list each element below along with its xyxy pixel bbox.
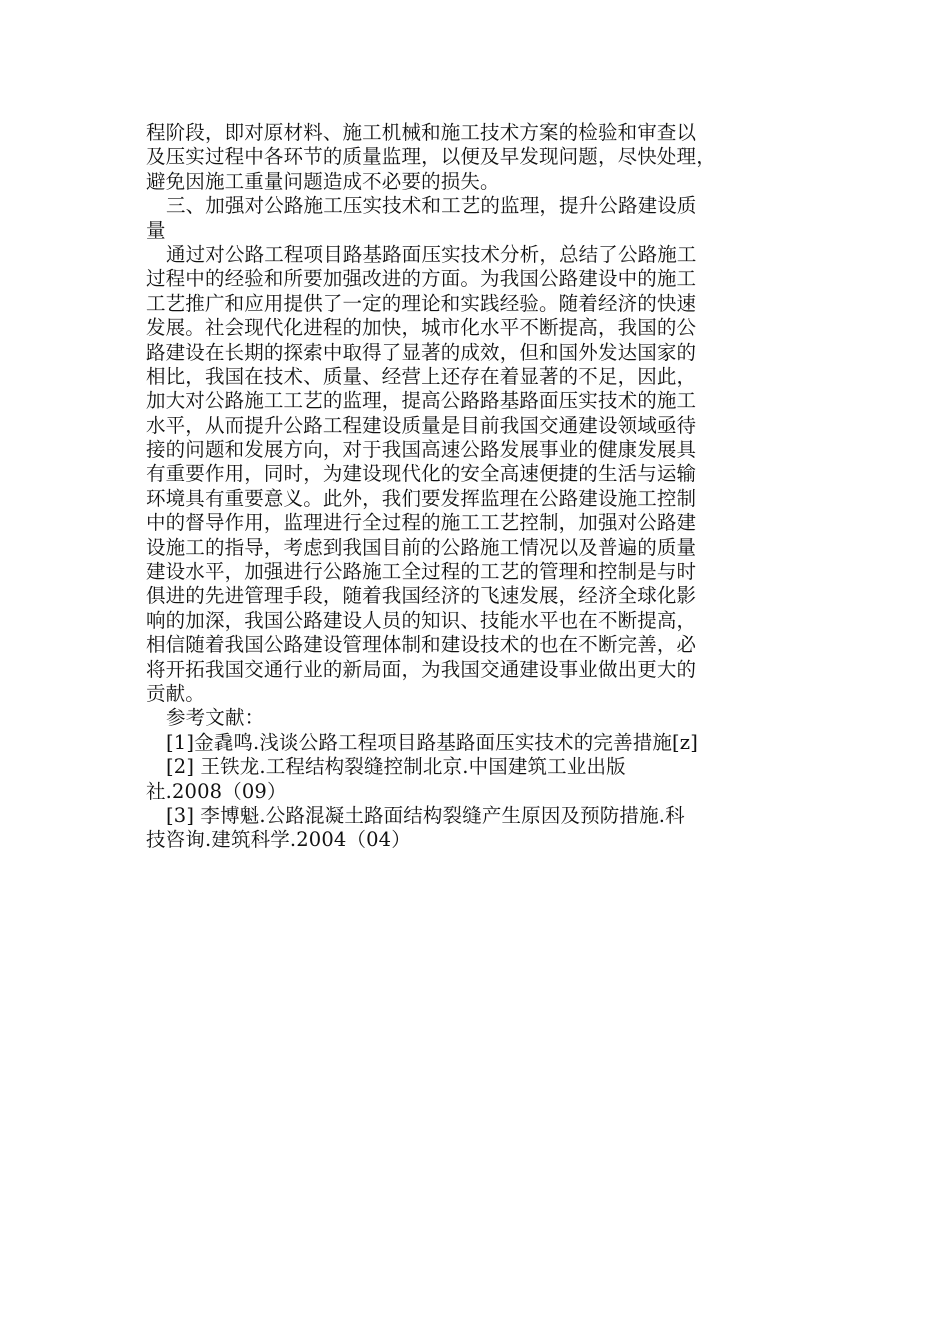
text-line: 加大对公路施工工艺的监理，提高公路路基路面压实技术的施工 xyxy=(146,389,697,413)
text-line: 中的督导作用，监理进行全过程的施工工艺控制，加强对公路建 xyxy=(146,511,697,535)
reference-line: 技咨询.建筑科学.2004（04） xyxy=(146,828,411,852)
text-line: 相信随着我国公路建设管理体制和建设技术的也在不断完善，必 xyxy=(146,633,697,657)
references-heading xyxy=(146,706,806,730)
text-line: 接的问题和发展方向，对于我国高速公路发展事业的健康发展具 xyxy=(146,438,697,462)
text-line: 环境具有重要意义。此外，我们要发挥监理在公路建设施工控制 xyxy=(146,486,697,510)
references-heading-line: 参考文献： xyxy=(166,706,265,730)
text-line: 通过对公路工程项目路基路面压实技术分析，总结了公路施工 xyxy=(166,242,697,266)
text-line: 建设水平，加强进行公路施工全过程的工艺的管理和控制是与时 xyxy=(146,560,697,584)
text-line: 相比，我国在技术、质量、经营上还存在着显著的不足，因此， xyxy=(146,364,697,388)
reference-line: 社.2008（09） xyxy=(146,779,287,803)
text-line: 俱进的先进管理手段，随着我国经济的飞速发展，经济全球化影 xyxy=(146,584,697,608)
reference-line: [1]金毳鸣.浅谈公路工程项目路基路面压实技术的完善措施[z] xyxy=(166,730,698,754)
document-body xyxy=(146,121,806,853)
conclusion-paragraph xyxy=(146,243,806,706)
section-heading-line: 三、加强对公路施工压实技术和工艺的监理，提升公路建设质 xyxy=(166,194,697,218)
section-heading xyxy=(146,194,806,243)
text-line: 有重要作用，同时，为建设现代化的安全高速便捷的生活与运输 xyxy=(146,462,697,486)
text-line: 发展。社会现代化进程的加快，城市化水平不断提高，我国的公 xyxy=(146,316,697,340)
text-line: 将开拓我国交通行业的新局面，为我国交通建设事业做出更大的 xyxy=(146,657,697,681)
text-line: 路建设在长期的探索中取得了显著的成效，但和国外发达国家的 xyxy=(146,340,697,364)
continuation-paragraph xyxy=(146,121,806,194)
text-line: 工艺推广和应用提供了一定的理论和实践经验。随着经济的快速 xyxy=(146,291,697,315)
text-line: 贡献。 xyxy=(146,681,205,705)
text-line: 设施工的指导，考虑到我国目前的公路施工情况以及普遍的质量 xyxy=(146,535,697,559)
text-line: 及压实过程中各环节的质量监理，以便及早发现问题，尽快处理， xyxy=(146,145,716,169)
section-heading-line: 量 xyxy=(146,218,166,242)
text-line: 避免因施工重量问题造成不必要的损失。 xyxy=(146,169,500,193)
text-line: 响的加深，我国公路建设人员的知识、技能水平也在不断提高， xyxy=(146,608,697,632)
reference-line: [3] 李博魁.公路混凝土路面结构裂缝产生原因及预防措施.科 xyxy=(166,803,685,827)
text-line: 过程中的经验和所要加强改进的方面。为我国公路建设中的施工 xyxy=(146,267,697,291)
text-line: 程阶段，即对原材料、施工机械和施工技术方案的检验和审查以 xyxy=(146,121,697,144)
reference-item-3 xyxy=(146,804,806,853)
reference-item-2 xyxy=(146,755,806,804)
reference-item-1 xyxy=(146,731,806,755)
text-line: 水平，从而提升公路工程建设质量是目前我国交通建设领域亟待 xyxy=(146,413,697,437)
reference-line: [2] 王铁龙.工程结构裂缝控制北京.中国建筑工业出版 xyxy=(166,755,626,779)
